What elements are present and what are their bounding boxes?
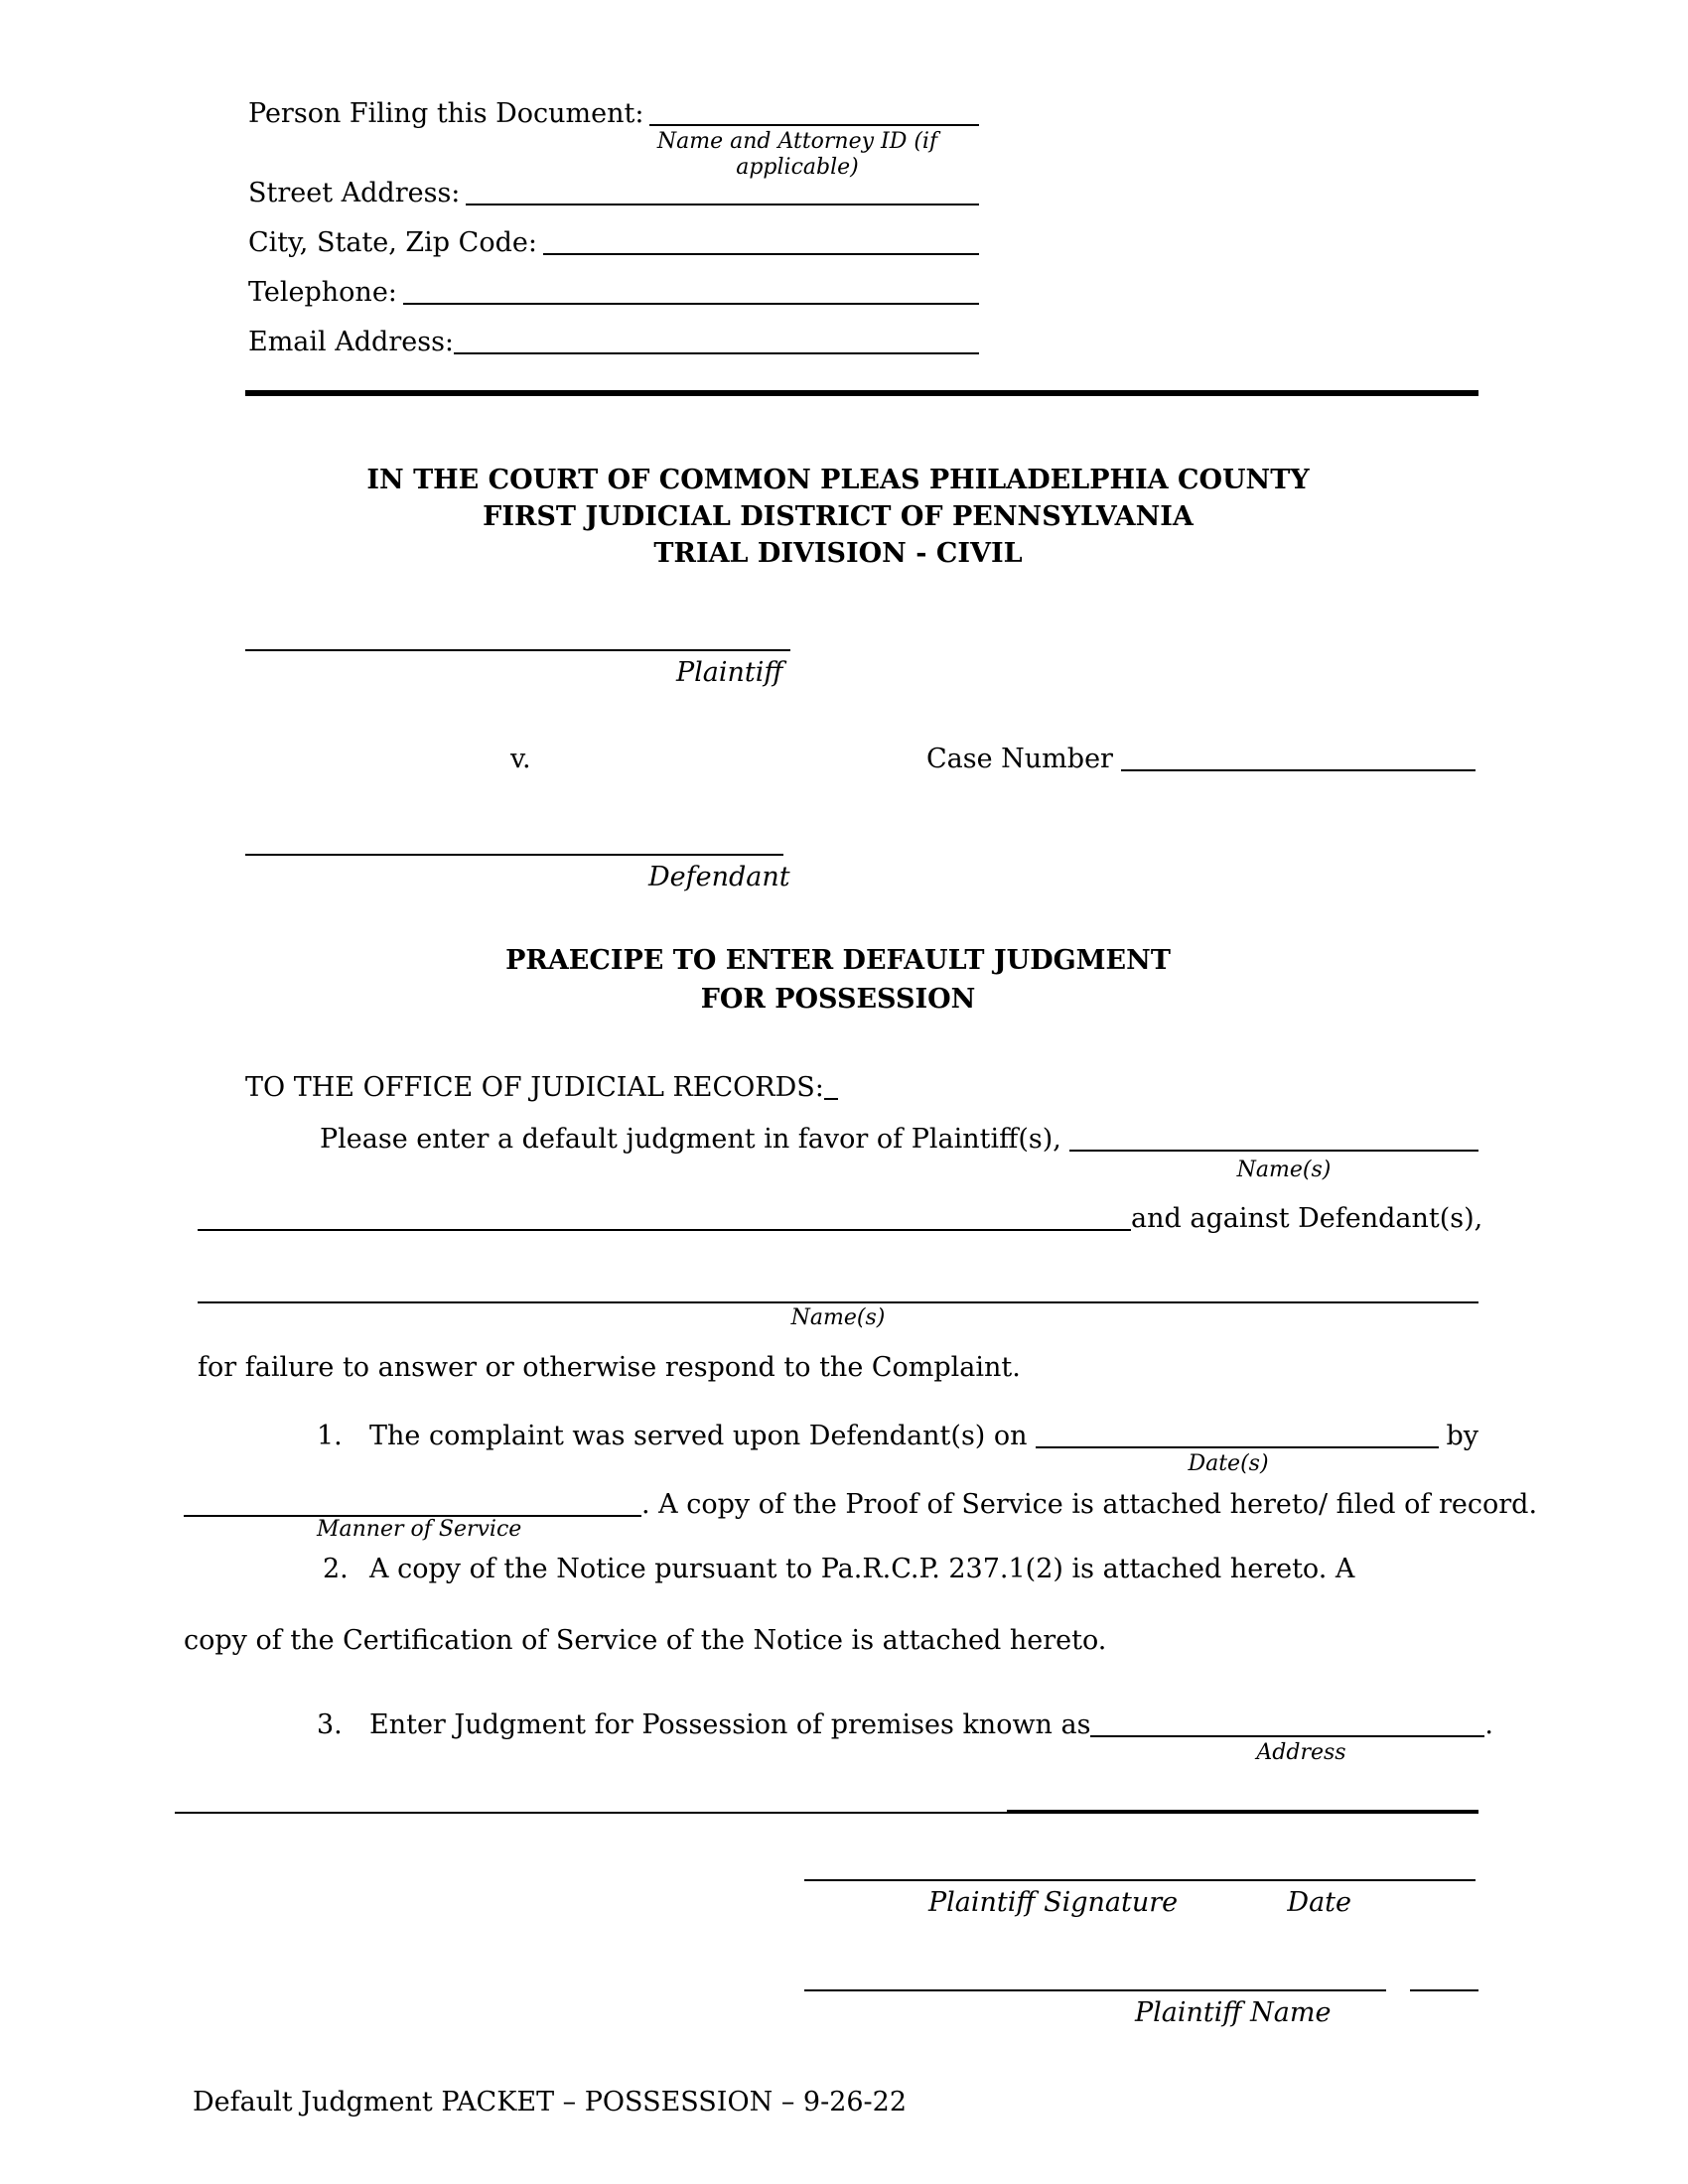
address-continuation-line-2[interactable] — [1007, 1810, 1478, 1814]
section-divider — [245, 390, 1478, 396]
premises-address-blank[interactable] — [1090, 1735, 1484, 1737]
case-number-blank[interactable] — [1121, 769, 1476, 771]
item1-row — [317, 1419, 1478, 1453]
plaintiff-name-label: Plaintiff Name — [1135, 1997, 1332, 2028]
name-attorney-id-hint: Name and Attorney ID (if applicable) — [656, 129, 938, 180]
item1-continuation-text: . A copy of the Proof of Service is attached hereto/ filed of record. — [641, 1489, 1538, 1520]
person-filing-blank[interactable] — [649, 124, 979, 126]
manner-of-service-hint: Manner of Service — [317, 1517, 522, 1542]
defendant-label: Defendant — [648, 862, 790, 892]
city-state-zip-blank[interactable] — [543, 253, 979, 255]
item1-text: The complaint was served upon Defendant(s) on — [369, 1421, 1028, 1451]
plaintiff-name-line[interactable] — [245, 649, 790, 651]
document-title-line1: PRAECIPE TO ENTER DEFAULT JUDGMENT — [505, 945, 1171, 976]
item2-continuation-text: copy of the Certification of Service of the Notice is attached hereto. — [184, 1625, 1107, 1656]
names-hint-2: Name(s) — [790, 1305, 886, 1330]
city-state-zip-label: City, State, Zip Code: — [248, 227, 537, 258]
dates-hint: Date(s) — [1188, 1451, 1269, 1476]
date-label: Date — [1287, 1887, 1351, 1918]
item3-text: Enter Judgment for Possession of premises known as — [369, 1709, 1091, 1740]
street-address-label: Street Address: — [248, 178, 461, 208]
item2-number: 2. — [323, 1554, 349, 1584]
footer-text: Default Judgment PACKET – POSSESSION – 9-26-22 — [193, 2087, 908, 2117]
failure-text: for failure to answer or otherwise respond to the Complaint. — [198, 1352, 1021, 1383]
email-label: Email Address: — [248, 327, 455, 357]
favor-plaintiff-text: Please enter a default judgment in favor of Plaintiff(s), — [320, 1124, 1061, 1155]
item1-number: 1. — [317, 1421, 343, 1451]
court-heading-line3: TRIAL DIVISION - CIVIL — [653, 538, 1023, 569]
document-title — [198, 941, 1478, 1019]
to-office-heading: TO THE OFFICE OF JUDICIAL RECORDS: — [245, 1072, 824, 1103]
plaintiff-names-blank[interactable] — [1069, 1150, 1478, 1152]
plaintiff-signature-line[interactable] — [804, 1879, 1476, 1881]
case-number-label: Case Number — [926, 744, 1113, 774]
city-state-zip-row — [248, 225, 979, 260]
court-heading-line2: FIRST JUDICIAL DISTRICT OF PENNSYLVANIA — [483, 501, 1194, 532]
court-heading — [198, 462, 1478, 572]
plaintiff-signature-label: Plaintiff Signature — [928, 1887, 1179, 1918]
against-defendant-text: and against Defendant(s), — [1131, 1203, 1483, 1234]
names-hint-1: Name(s) — [1236, 1158, 1332, 1182]
address-continuation-line[interactable] — [175, 1812, 1007, 1814]
telephone-blank[interactable] — [403, 303, 979, 305]
item2-row — [323, 1552, 1354, 1586]
plaintiff-label: Plaintiff — [676, 657, 783, 688]
street-address-blank[interactable] — [466, 204, 979, 205]
street-address-row — [248, 176, 979, 210]
person-filing-row — [248, 96, 979, 131]
item3-number: 3. — [317, 1709, 343, 1740]
item3-row — [317, 1707, 1493, 1742]
email-blank[interactable] — [454, 352, 979, 354]
defendant-names-blank[interactable] — [198, 1301, 1478, 1303]
signature-labels-row — [804, 1885, 1476, 1920]
defendant-name-line[interactable] — [245, 854, 783, 856]
item2-text: A copy of the Notice pursuant to Pa.R.C.P. 237.1(2) is attached hereto. A — [369, 1554, 1355, 1584]
favor-plaintiff-row — [320, 1122, 1478, 1157]
telephone-label: Telephone: — [248, 277, 397, 308]
filer-info-block — [248, 96, 979, 359]
to-office-blank — [824, 1098, 838, 1100]
item3-period: . — [1484, 1709, 1493, 1740]
service-date-blank[interactable] — [1036, 1446, 1440, 1448]
plaintiff-name-signature-line[interactable] — [804, 1989, 1386, 1991]
case-number-row — [926, 742, 1476, 776]
email-row — [248, 325, 979, 359]
telephone-row — [248, 275, 979, 310]
document-title-line2: FOR POSSESSION — [700, 984, 976, 1015]
versus-label: v. — [510, 744, 531, 774]
item1-by-text: by — [1446, 1421, 1478, 1451]
plaintiff-name-signature-line-2[interactable] — [1410, 1989, 1478, 1991]
plaintiff-names-blank-2[interactable] — [198, 1229, 1131, 1231]
person-filing-label: Person Filing this Document: — [248, 98, 644, 129]
to-office-row — [245, 1070, 838, 1105]
against-defendant-row — [198, 1201, 1489, 1236]
address-hint: Address — [1256, 1740, 1346, 1765]
court-heading-line1: IN THE COURT OF COMMON PLEAS PHILADELPHIA COUNTY — [366, 465, 1310, 495]
